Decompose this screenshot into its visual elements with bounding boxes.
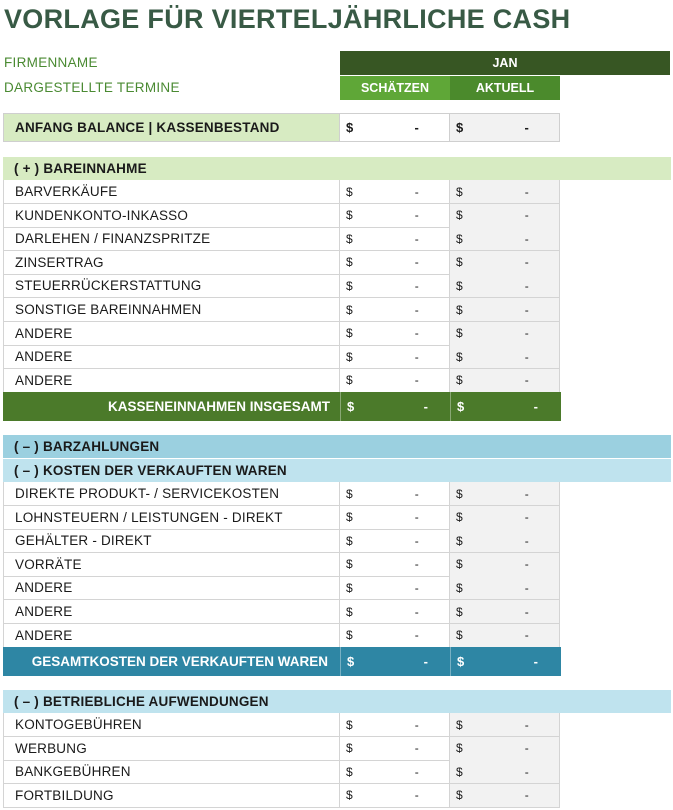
cell-value: -	[524, 628, 529, 643]
cell-value: -	[524, 741, 529, 756]
month-label: JAN	[492, 56, 518, 70]
cell-value: -	[414, 717, 419, 732]
cell-value: -	[524, 326, 529, 341]
row-label[interactable]: ANDERE	[3, 624, 340, 648]
cell-value: -	[414, 510, 419, 525]
estimate-cell[interactable]	[340, 624, 450, 648]
cell-value: -	[524, 278, 529, 293]
estimate-cell[interactable]	[340, 227, 450, 251]
table-row	[3, 274, 561, 298]
actual-cell[interactable]	[450, 737, 560, 761]
estimate-cell[interactable]	[340, 369, 450, 393]
estimate-total-cell[interactable]: $ -	[340, 392, 450, 421]
company-name-label[interactable]: FIRMENNAME	[4, 55, 98, 70]
currency-symbol: $	[346, 628, 353, 643]
row-label[interactable]: KUNDENKONTO-INKASSO	[3, 204, 340, 228]
table-row	[3, 251, 561, 275]
estimate-cell[interactable]	[340, 600, 450, 624]
cell-value: -	[414, 628, 419, 643]
currency-symbol: $	[346, 717, 353, 732]
cell-value: -	[414, 373, 419, 388]
currency-symbol: $	[346, 349, 353, 364]
actual-total-cell[interactable]: $ -	[450, 647, 560, 676]
currency-symbol: $	[346, 557, 353, 572]
currency-symbol: $	[346, 510, 353, 525]
cell-value: -	[414, 580, 419, 595]
currency-symbol: $	[456, 717, 463, 732]
currency-symbol: $	[346, 741, 353, 756]
table-row	[3, 204, 561, 228]
row-label[interactable]: VORRÄTE	[3, 553, 340, 577]
row-label[interactable]: FORTBILDUNG	[3, 784, 340, 808]
cell-value: -	[524, 302, 529, 317]
estimate-cell[interactable]	[340, 274, 450, 298]
actual-cell[interactable]	[450, 298, 560, 322]
estimate-cell[interactable]	[340, 345, 450, 369]
row-label[interactable]: ANDERE	[3, 576, 340, 600]
estimate-cell[interactable]	[340, 784, 450, 808]
page-title: VORLAGE FÜR VIERTELJÄHRLICHE CASH	[4, 4, 571, 34]
estimate-cell[interactable]	[340, 529, 450, 553]
cell-value: -	[414, 184, 419, 199]
currency-symbol: $	[346, 255, 353, 270]
currency-symbol: $	[456, 788, 463, 803]
actual-cell[interactable]	[450, 760, 560, 784]
currency-symbol: $	[456, 208, 463, 223]
row-label[interactable]: GEHÄLTER - DIREKT	[3, 529, 340, 553]
row-label[interactable]: KONTOGEBÜHREN	[3, 713, 340, 737]
estimate-cell[interactable]	[340, 322, 450, 346]
cell-value: -	[414, 741, 419, 756]
cell-value: -	[414, 486, 419, 501]
currency-symbol: $	[346, 302, 353, 317]
cash-payments-section: ( – ) BARZAHLUNGEN	[3, 435, 671, 458]
currency-symbol: $	[346, 580, 353, 595]
currency-symbol: $	[346, 231, 353, 246]
cell-value: -	[524, 717, 529, 732]
row-label[interactable]: SONSTIGE BAREINNAHMEN	[3, 298, 340, 322]
estimate-cell[interactable]	[340, 553, 450, 577]
estimate-cell[interactable]	[340, 482, 450, 506]
currency-symbol: $	[456, 741, 463, 756]
table-row	[3, 227, 561, 251]
currency-symbol: $	[346, 208, 353, 223]
row-label[interactable]: BARVERKÄUFE	[3, 180, 340, 204]
currency-symbol: $	[346, 326, 353, 341]
currency-symbol: $	[456, 278, 463, 293]
table-row	[3, 298, 561, 322]
table-row	[3, 737, 561, 761]
operating-expenses-section: ( – ) BETRIEBLICHE AUFWENDUNGEN	[3, 690, 671, 713]
cell-value: -	[524, 373, 529, 388]
currency-symbol: $	[456, 373, 463, 388]
cell-value: -	[414, 278, 419, 293]
table-row	[3, 784, 561, 808]
row-label[interactable]: ZINSERTRAG	[3, 251, 340, 275]
actual-cell[interactable]	[450, 576, 560, 600]
actual-cell[interactable]	[450, 274, 560, 298]
row-label[interactable]: ANDERE	[3, 369, 340, 393]
cell-value: -	[524, 349, 529, 364]
cell-value: -	[524, 788, 529, 803]
currency-symbol: $	[346, 788, 353, 803]
estimate-cell[interactable]: $ -	[340, 113, 450, 142]
currency-symbol: $	[456, 231, 463, 246]
row-label[interactable]: DIREKTE PRODUKT- / SERVICEKOSTEN	[3, 482, 340, 506]
currency-symbol: $	[346, 604, 353, 619]
row-label[interactable]: BANKGEBÜHREN	[3, 760, 340, 784]
currency-symbol: $	[456, 580, 463, 595]
cell-value: -	[414, 326, 419, 341]
receipts-total-row	[3, 392, 561, 421]
currency-symbol: $	[346, 764, 353, 779]
table-row	[3, 529, 561, 553]
table-row	[3, 482, 561, 506]
actual-cell[interactable]	[450, 600, 560, 624]
currency-symbol: $	[346, 533, 353, 548]
cell-value: -	[524, 208, 529, 223]
actual-cell[interactable]	[450, 369, 560, 393]
cell-value: -	[414, 255, 419, 270]
currency-symbol: $	[456, 533, 463, 548]
row-label[interactable]: WERBUNG	[3, 737, 340, 761]
month-header[interactable]	[340, 51, 670, 75]
estimate-header[interactable]: SCHÄTZEN	[340, 76, 450, 100]
estimate-cell[interactable]	[340, 180, 450, 204]
cell-value: -	[414, 557, 419, 572]
cell-value: -	[414, 208, 419, 223]
table-row	[3, 713, 561, 737]
cogs-total-row	[3, 647, 561, 676]
cell-value: -	[524, 604, 529, 619]
currency-symbol: $	[456, 628, 463, 643]
estimate-cell[interactable]	[340, 251, 450, 275]
opening-balance-label: ANFANG BALANCE | KASSENBESTAND	[3, 113, 340, 142]
cell-value: -	[414, 604, 419, 619]
currency-symbol: $	[346, 373, 353, 388]
table-row	[3, 345, 561, 369]
actual-cell[interactable]	[450, 345, 560, 369]
currency-symbol: $	[346, 486, 353, 501]
table-row	[3, 180, 561, 204]
table-row	[3, 624, 561, 648]
table-row	[3, 322, 561, 346]
currency-symbol: $	[346, 184, 353, 199]
currency-symbol: $	[456, 349, 463, 364]
table-row	[3, 576, 561, 600]
actual-cell[interactable]: $ -	[450, 113, 560, 142]
actual-cell[interactable]	[450, 482, 560, 506]
currency-symbol: $	[456, 604, 463, 619]
actual-cell[interactable]	[450, 322, 560, 346]
currency-symbol: $	[456, 302, 463, 317]
actual-cell[interactable]	[450, 180, 560, 204]
table-row	[3, 369, 561, 393]
actual-cell[interactable]	[450, 227, 560, 251]
cell-value: -	[414, 533, 419, 548]
receipts-total-label: KASSENEINNAHMEN INSGESAMT	[107, 399, 330, 414]
actual-cell[interactable]	[450, 784, 560, 808]
estimate-total-cell[interactable]: $ -	[340, 647, 450, 676]
cell-value: -	[524, 533, 529, 548]
cogs-total-label: GESAMTKOSTEN DER VERKAUFTEN WAREN	[31, 654, 328, 669]
table-row	[3, 760, 561, 784]
actual-cell[interactable]	[450, 553, 560, 577]
row-label[interactable]: ANDERE	[3, 322, 340, 346]
cogs-section: ( – ) KOSTEN DER VERKAUFTEN WAREN	[3, 459, 671, 482]
estimate-cell[interactable]	[340, 737, 450, 761]
cell-value: -	[414, 231, 419, 246]
estimate-cell[interactable]	[340, 713, 450, 737]
estimate-cell[interactable]	[340, 576, 450, 600]
currency-symbol: $	[456, 557, 463, 572]
opening-balance-row	[3, 113, 561, 142]
cell-value: -	[524, 510, 529, 525]
actual-header[interactable]: AKTUELL	[450, 76, 560, 100]
estimate-cell[interactable]	[340, 298, 450, 322]
dates-shown-label[interactable]: DARGESTELLTE TERMINE	[4, 80, 180, 95]
cell-value: -	[524, 557, 529, 572]
currency-symbol: $	[456, 184, 463, 199]
cell-value: -	[524, 486, 529, 501]
currency-symbol: $	[456, 510, 463, 525]
actual-total-cell[interactable]: $ -	[450, 392, 560, 421]
cell-value: -	[414, 349, 419, 364]
estimate-cell[interactable]	[340, 760, 450, 784]
actual-cell[interactable]	[450, 506, 560, 530]
cash-receipts-section: ( + ) BAREINNAHME	[3, 157, 671, 180]
actual-cell[interactable]	[450, 204, 560, 228]
row-label[interactable]: ANDERE	[3, 600, 340, 624]
cell-value: -	[524, 255, 529, 270]
currency-symbol: $	[456, 486, 463, 501]
cell-value: -	[414, 302, 419, 317]
row-label[interactable]: LOHNSTEUERN / LEISTUNGEN - DIREKT	[3, 506, 340, 530]
currency-symbol: $	[456, 764, 463, 779]
actual-cell[interactable]	[450, 529, 560, 553]
table-row	[3, 506, 561, 530]
currency-symbol: $	[456, 326, 463, 341]
row-label[interactable]: ANDERE	[3, 345, 340, 369]
cell-value: -	[524, 580, 529, 595]
cell-value: -	[414, 764, 419, 779]
estimate-cell[interactable]	[340, 204, 450, 228]
currency-symbol: $	[456, 255, 463, 270]
table-row	[3, 553, 561, 577]
cell-value: -	[414, 788, 419, 803]
cell-value: -	[524, 184, 529, 199]
actual-cell[interactable]	[450, 624, 560, 648]
row-label[interactable]: DARLEHEN / FINANZSPRITZE	[3, 227, 340, 251]
currency-symbol: $	[346, 278, 353, 293]
estimate-cell[interactable]	[340, 506, 450, 530]
cell-value: -	[524, 764, 529, 779]
actual-cell[interactable]	[450, 251, 560, 275]
actual-cell[interactable]	[450, 713, 560, 737]
row-label[interactable]: STEUERRÜCKERSTATTUNG	[3, 274, 340, 298]
cell-value: -	[524, 231, 529, 246]
table-row	[3, 600, 561, 624]
